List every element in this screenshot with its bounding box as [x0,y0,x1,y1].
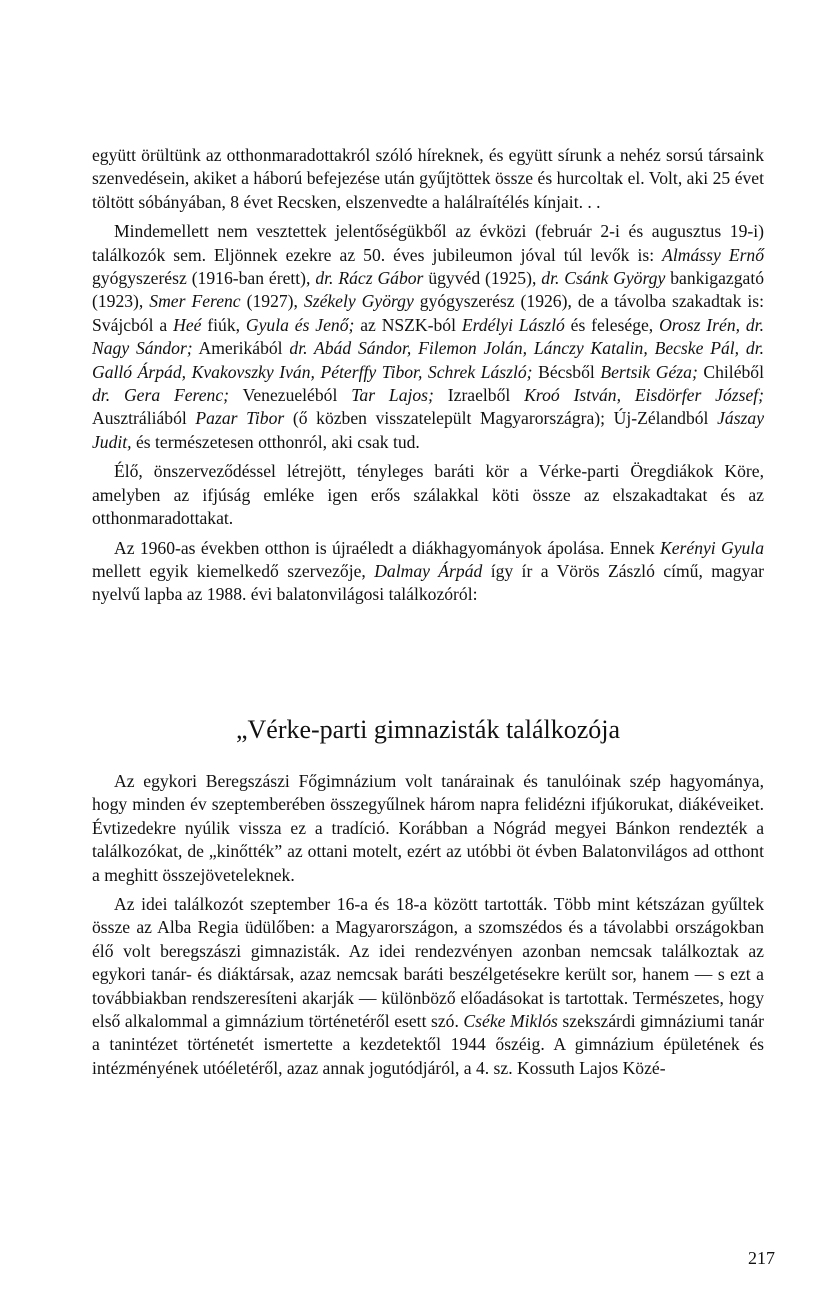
italic-name: Jászay Judit, [92,408,764,452]
paragraph [92,220,764,454]
text-run: (ő közben visszatelepült Magyarországra); Új-Zélandból [284,408,718,429]
italic-name: Gyula és Jenő; [245,314,355,335]
italic-name: Orosz Irén, dr. Nagy Sándor; [92,314,764,359]
text-run: együtt örültünk az otthonmaradottakról szóló híreknek, és együtt sírunk a nehéz sorsú társaink szenvedésein, akiket a háború befejezése után gyűjtöttek össze és hurcoltak el. Volt, aki 25 évet töltött sóbányában, 8 évet Recsken, elszenvedte a halálraítélés kínjait. . . [92,145,764,212]
italic-name: Almássy Ernő [662,244,765,265]
text-run: Mindemellett nem vesztettek jelentőségükből az évközi (február 2-i és augusztus 19-i) találkozók sem. Eljönnek ezekre az 50. éves jubileumon jóval túl levők is: [92,221,764,265]
italic-name: Székely György [303,291,414,312]
italic-name: dr. Abád Sándor, Filemon Jolán, Lánczy Katalin, Becske Pál, dr. Galló Árpád, Kvakovszky Iván, Péterffy Tibor, Schrek László; [92,338,764,382]
text-run: és felesége, [564,314,660,335]
italic-name: Heé [173,314,202,335]
italic-name: dr. Rácz Gábor [315,268,424,289]
italic-name: Erdélyi László [461,314,565,335]
text-run: bankigazgató (1923), [92,268,765,312]
text-run: az NSZK-ból [354,314,462,335]
section-heading: „Vérke-parti gimnazisták találkozója [235,715,621,744]
text-run: mellett egyik kiemelkedő szervezője, [92,560,375,581]
paragraph [92,893,764,1080]
text-run: Az egykori Beregszászi Főgimnázium volt tanárainak és tanulóinak szép hagyománya, hogy minden év szeptemberében összegyűlnek három napra felidézni ifjúkorukat, diákéveiket. Évtizedekre nyúlik vissza ez a tradíció. Korábban a Nógrád megyei Bánkon rendezték a találkozókat, de „kinőtték” az ottani motelt, ezért az utóbbi öt évben Balatonvilágos ad otthont a meghitt összejöveteleknek. [92,771,764,885]
paragraph [92,537,764,607]
page-number: 217 [748,1248,775,1268]
text-run: így ír a Vörös Zászló című, magyar nyelvű lapba az 1988. évi balatonvilágosi találkozóról: [92,560,764,605]
text-run: Az 1960-as években otthon is újraéledt a diákhagyományok ápolása. Ennek [114,537,660,558]
text-run: Chiléből [697,361,764,382]
text-run: Élő, önszerveződéssel létrejött, tényleges baráti kör a Vérke-parti Öregdiákok Köre, amelyben az ifjúság emléke igen erős szálakkal köti össze az elszakadtakat és az otthonmaradottakat. [92,461,764,529]
text-run: gyógyszerész (1916-ban érett), [92,268,316,289]
paragraph [92,144,764,214]
text-run: Amerikából [192,338,290,359]
italic-name: Bertsik Géza; [600,361,698,382]
italic-name: Kerényi Gyula [660,537,764,558]
text-run: és természetesen otthonról, aki csak tud. [131,431,420,452]
text-run: Az idei találkozót szeptember 16-a és 18-a között tartották. Több mint kétszázan gyűltek össze az Alba Regia üdülőben: a Magyarországon, a szomszédos és a távolabbi országokban élő volt beregszászi gimnazisták. Az idei rendezvényen azonban nemcsak találkoztak az egykori tanár- és diáktársak, azaz nemcsak baráti beszélgetésekre került sor, hanem — s ezt a továbbiakban rendszeresíteni akarják — különböző előadásokat is tartottak. Természetes, hogy első alkalommal a gimnázium történetéről esett szó. [92,894,764,1032]
text-run: (1927), [240,291,304,312]
text-run: Venezueléból [229,385,352,406]
text-run: Bécsből [532,361,601,382]
italic-name: Dalmay Árpád [374,560,483,581]
italic-name: Tar Lajos; [351,385,434,406]
italic-name: Kroó István, Eisdörfer József; [524,385,765,406]
italic-name: Smer Ferenc [149,291,241,312]
paragraph [92,460,764,530]
italic-name: dr. Csánk György [541,268,666,289]
text-run: Izraelből [433,385,525,406]
text-run: gyógyszerész (1926), de a távolba szakadtak is: Svájcból a [92,291,764,335]
italic-name: dr. Gera Ferenc; [92,385,230,406]
italic-name: Cséke Miklós [463,1011,558,1032]
text-run: szekszárdi gimnáziumi tanár a tanintézet történetét ismertette a kezdetektől 1944 őszéig. A gimnázium épületének és intézményének utóéletéről, azaz annak jogutódjáról, a 4. sz. Kossuth Lajos Közé- [92,1011,765,1078]
body-text-top [92,144,764,607]
paragraph [92,770,764,887]
text-run: fiúk, [201,314,246,335]
text-run: Ausztráliából [92,408,196,429]
italic-name: Pazar Tibor [195,408,285,429]
body-text-bottom [92,770,764,1080]
text-run: ügyvéd (1925), [423,268,542,289]
